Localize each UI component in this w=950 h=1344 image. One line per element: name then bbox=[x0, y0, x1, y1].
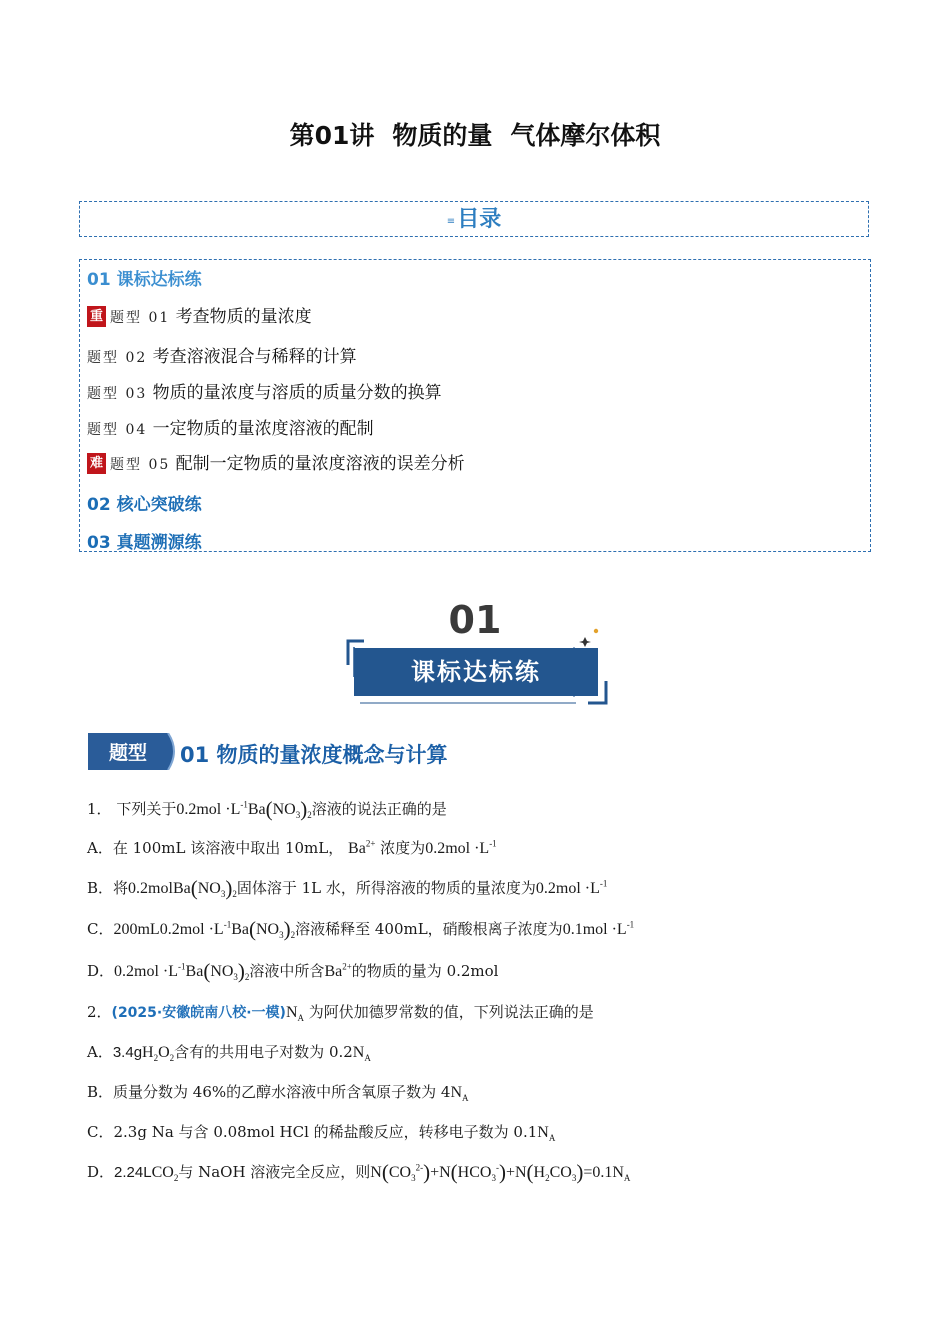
question-1-option-c[interactable]: C．$200mL0.2mol \cdot L^{-1}Ba(NO_3)_2$溶液稀释至 400mL，硝酸根离子浓度为$0.1mol \cdot L^{-1}$ bbox=[87, 917, 635, 941]
toc-header bbox=[79, 201, 869, 237]
question-1-option-d[interactable]: D．$0.2mol \cdot L^{-1}Ba(NO_3)_2$溶液中所含$Ba^{2+}$的物质的量为 0.2mol bbox=[87, 959, 499, 983]
toc-item-prefix: 题型 01 bbox=[110, 310, 171, 326]
toc-item-prefix: 题型 02 bbox=[87, 350, 148, 366]
toc-box bbox=[79, 259, 871, 552]
toc-item-prefix: 题型 05 bbox=[110, 457, 171, 473]
toc-item-name: 一定物质的量浓度溶液的配制 bbox=[152, 419, 374, 439]
toc-item-prefix: 题型 03 bbox=[87, 386, 148, 402]
question-2-option-b[interactable]: B．质量分数为 46%的乙醇水溶液中所含氧原子数为 $4N_A$ bbox=[87, 1083, 469, 1104]
toc-item-name: 物质的量浓度与溶质的质量分数的换算 bbox=[152, 383, 442, 403]
question-2-option-c[interactable]: C．2.3g Na 与含 0.08mol HCl 的稀盐酸反应，转移电子数为 $0.1N_A$ bbox=[87, 1123, 556, 1144]
toc-item-prefix: 题型 04 bbox=[87, 422, 148, 438]
question-2-option-a[interactable]: A．$3.4gH_2O_2$含有的共用电子对数为 $0.2N_A$ bbox=[87, 1043, 371, 1064]
question-1-stem: 1． 下列关于$0.2mol \cdot L^{-1}Ba(NO_3)_2$溶液的说法正确的是 bbox=[87, 797, 447, 821]
title-topic-1: 物质的量 bbox=[392, 121, 493, 150]
question-1-option-b[interactable]: B．将$0.2molBa(NO_3)_2$固体溶于 1L 水，所得溶液的物质的量浓度为$0.2mol \cdot L^{-1}$ bbox=[87, 876, 608, 900]
toc-item-name: 考查溶液混合与稀释的计算 bbox=[152, 347, 357, 367]
badge-hard-icon: 难 bbox=[87, 453, 106, 474]
toc-item-03[interactable] bbox=[87, 378, 442, 403]
toc-item-04[interactable] bbox=[87, 414, 374, 439]
question-source: (2025·安徽皖南八校·一模) bbox=[111, 1005, 286, 1021]
question-number: 1． bbox=[87, 800, 112, 818]
toc-item-05[interactable] bbox=[87, 449, 465, 474]
toc-item-name: 考查物质的量浓度 bbox=[175, 307, 312, 327]
title-topic-2: 气体摩尔体积 bbox=[510, 121, 661, 150]
toc-item-02[interactable] bbox=[87, 342, 357, 367]
toc-item-name: 配制一定物质的量浓度溶液的误差分析 bbox=[175, 454, 465, 474]
question-2-stem: 2．(2025·安徽皖南八校·一模)$N_A$ 为阿伏加德罗常数的值，下列说法正确的是 bbox=[87, 1003, 594, 1024]
title-lesson: 第01讲 bbox=[289, 121, 375, 150]
badge-key-icon: 重 bbox=[87, 306, 106, 327]
question-number: 2． bbox=[87, 1003, 112, 1021]
type-tag-icon bbox=[88, 733, 180, 770]
toc-section-01[interactable]: 01 课标达标练 bbox=[87, 270, 202, 290]
question-2-option-d[interactable]: D．$2.24LCO_2$与 NaOH 溶液完全反应，则$N(CO_3^{2-})+N(HCO_3^-)+N(H_2CO_3)=0.1N_A$ bbox=[87, 1160, 631, 1184]
question-1-option-a[interactable]: A．在 100mL 该溶液中取出 10mL， $Ba^{2+}$ 浓度为$0.2mol \cdot L^{-1}$ bbox=[87, 838, 497, 857]
section-banner: 课标达标练 bbox=[354, 648, 598, 696]
page-title bbox=[0, 116, 950, 152]
toc-header-label: 目录 bbox=[457, 207, 502, 232]
type-tag-label: 题型 bbox=[108, 742, 148, 764]
toc-item-01[interactable] bbox=[87, 302, 312, 327]
section-number: 01 bbox=[448, 598, 502, 642]
toc-section-03[interactable]: 03 真题溯源练 bbox=[87, 533, 202, 553]
list-icon: ≡ bbox=[446, 216, 456, 227]
toc-section-02[interactable]: 02 核心突破练 bbox=[87, 495, 202, 515]
type-heading: 01 物质的量浓度概念与计算 bbox=[180, 743, 448, 767]
